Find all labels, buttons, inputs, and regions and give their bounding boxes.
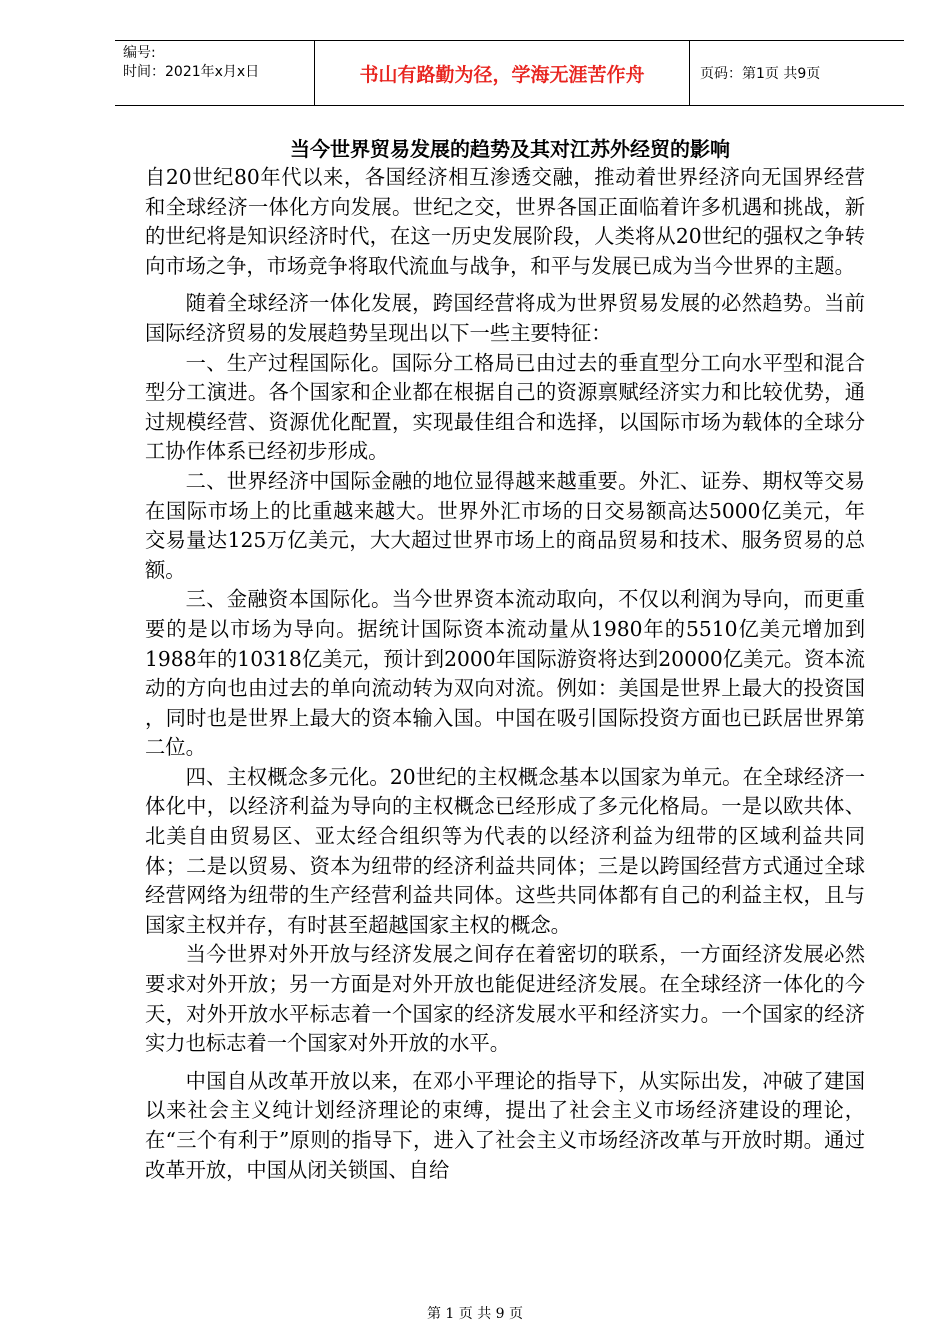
paragraph-point-4: 四、主权概念多元化。20世纪的主权概念基本以国家为单元。在全球经济一体化中，以经济利益为导向的主权概念已经形成了多元化格局。一是以欧共体、北美自由贸易区、亚太经合组织等为代表的以经济利益为纽带的区域利益共同体；二是以贸易、资本为纽带的经济利益共同体；三是以跨国经营方式通过全球经营网络为纽带的生产经营利益共同体。这些共同体都有自己的利益主权，且与国家主权并存，有时甚至超越国家主权的概念。 [145,764,865,937]
paragraph-trends: 随着全球经济一体化发展，跨国经营将成为世界贸易发展的必然趋势。当前国际经济贸易的发展趋势呈现出以下一些主要特征： [145,291,865,345]
paragraph-point-3: 三、金融资本国际化。当今世界资本流动取向，不仅以利润为导向，而更重要的是以市场为导向。据统计国际资本流动量从1980年的5510亿美元增加到1988年的10318亿美元，预计到2000年国际游资将达到20000亿美元。资本流动的方向也由过去的单向流动转为双向对流。例如：美国是世界上最大的投资国 ，同时也是世界上最大的资本输入国。中国在吸引国际投资方面也已跃居世界第二位。 [145,587,865,760]
header-page-info: 页码：第1页 共9页 [700,66,821,82]
page-header [115,40,904,106]
paragraph-opening: 当今世界对外开放与经济发展之间存在着密切的联系，一方面经济发展必然要求对外开放；另一方面是对外开放也能促进经济发展。在全球经济一体化的今天，对外开放水平标志着一个国家的经济发展水平和经济实力。一个国家的经济实力也标志着一个国家对外开放的水平。 [145,942,865,1056]
page-footer: 第 1 页 共 9 页 [426,1306,524,1322]
paragraph-intro: 自20世纪80年代以来，各国经济相互渗透交融，推动着世界经济向无国界经营和全球经济一体化方向发展。世纪之交，世界各国正面临着许多机遇和挑战，新的世纪将是知识经济时代，在这一历史发展阶段，人类将从20世纪的强权之争转向市场之争，市场竞争将取代流血与战争，和平与发展已成为当今世界的主题。 [145,165,865,278]
document-time-label: 时间：2021年x月x日 [123,64,260,80]
paragraph-point-1: 一、生产过程国际化。国际分工格局已由过去的垂直型分工向水平型和混合型分工演进。各个国家和企业都在根据自己的资源禀赋经济实力和比较优势，通过规模经营、资源优化配置，实现最佳组合和选择，以国际市场为载体的全球分工协作体系已经初步形成。 [145,350,865,464]
document-title: 当今世界贸易发展的趋势及其对江苏外经贸的影响 [290,137,730,161]
header-meta-cell [115,41,315,105]
paragraph-point-2: 二、世界经济中国际金融的地位显得越来越重要。外汇、证券、期权等交易在国际市场上的比重越来越大。世界外汇市场的日交易额高达5000亿美元，年交易量达125万亿美元，大大超过世界市场上的商品贸易和技术、服务贸易的总额。 [145,468,865,582]
document-number-label: 编号: [123,45,156,61]
document-body [145,163,865,1185]
paragraph-china: 中国自从改革开放以来，在邓小平理论的指导下，从实际出发，冲破了建国以来社会主义纯计划经济理论的束缚，提出了社会主义市场经济建设的理论，在“三个有利于”原则的指导下，进入了社会主义市场经济改革与开放时期。通过改革开放，中国从闭关锁国、自给 [145,1068,865,1182]
header-motto: 书山有路勤为径，学海无涯苦作舟 [315,41,690,105]
